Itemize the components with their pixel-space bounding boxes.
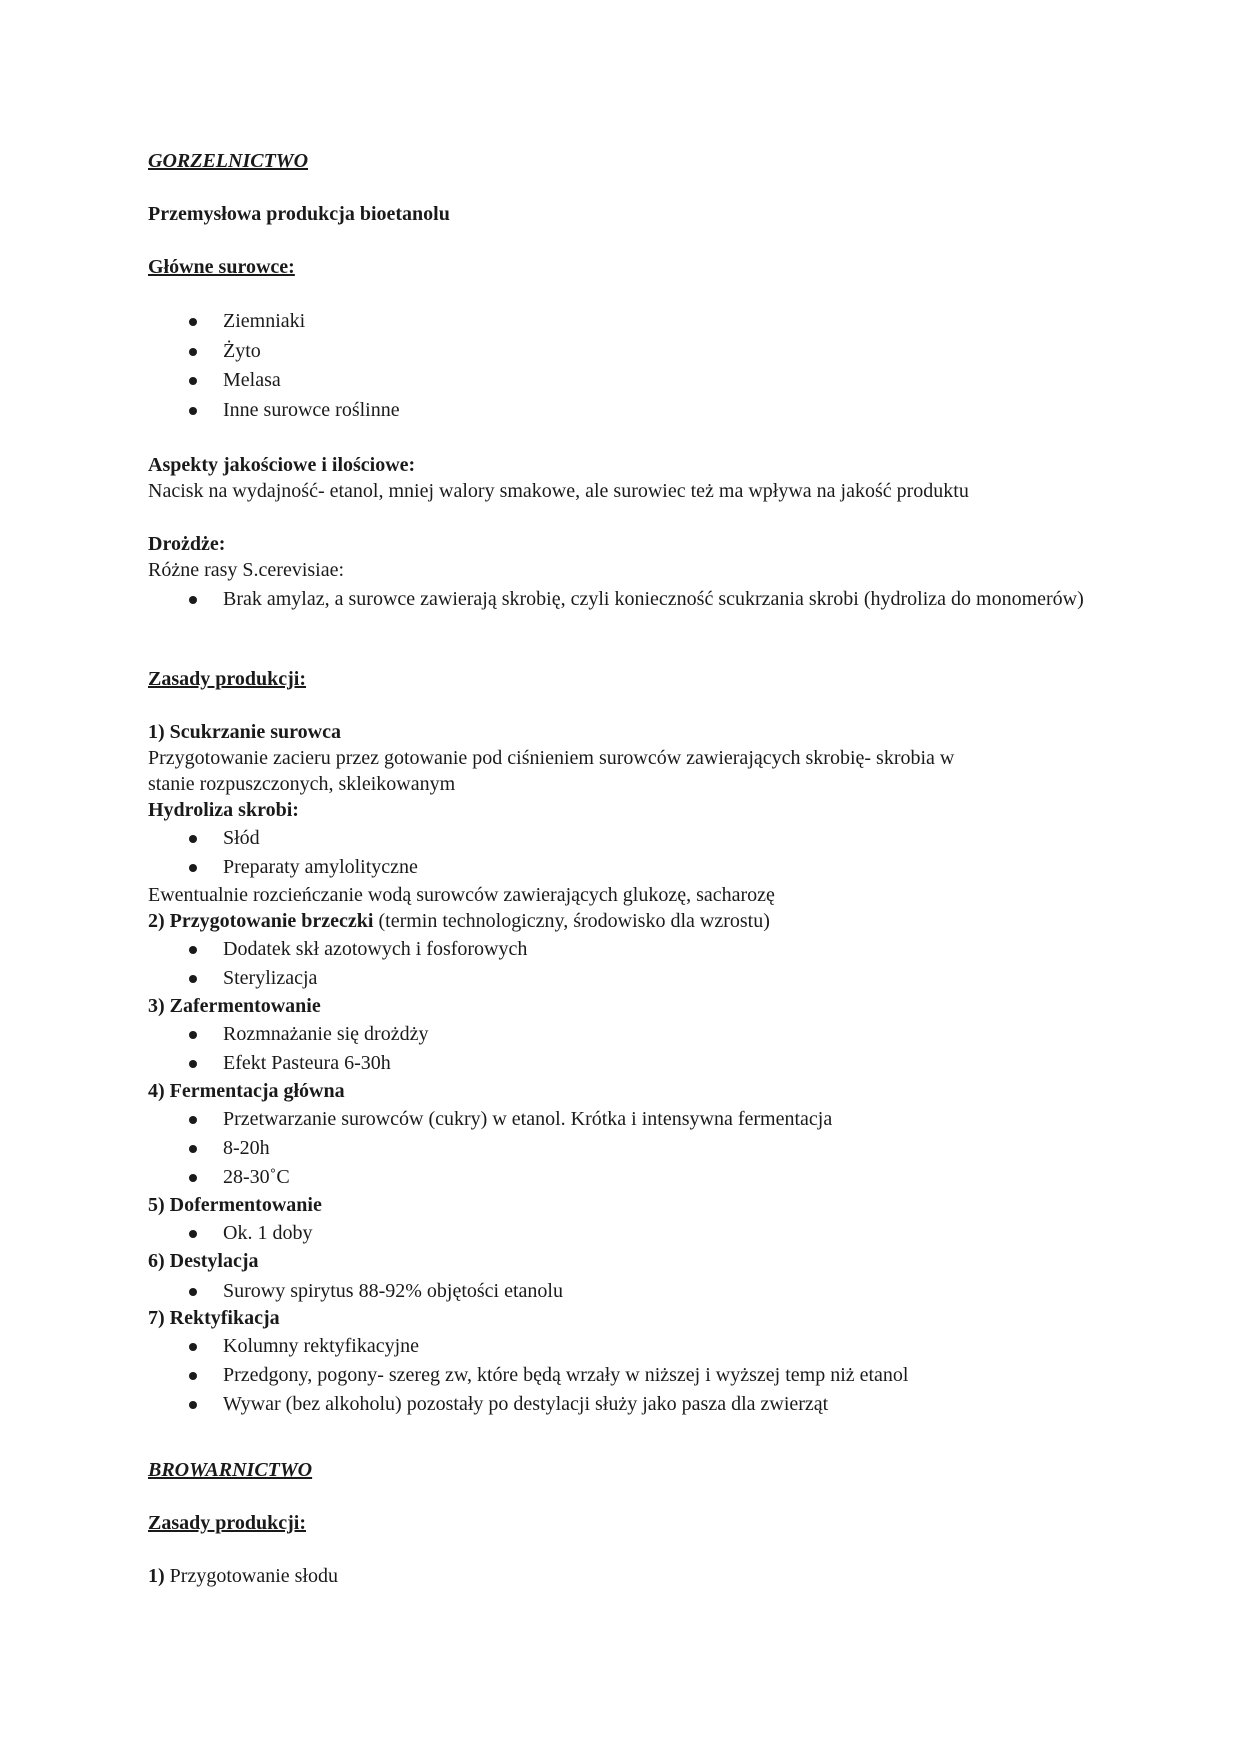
step-3-title: 3) Zafermentowanie bbox=[148, 995, 321, 1017]
subtitle: Przemysłowa produkcja bioetanolu bbox=[148, 203, 450, 225]
bullet-icon bbox=[189, 864, 197, 872]
bullet-icon bbox=[189, 975, 197, 983]
step-2-note: (termin technologiczny, środowisko dla wzrostu) bbox=[373, 910, 770, 932]
paragraph-rozcienczanie: Ewentualnie rozcieńczanie wodą surowców zawierających glukozę, sacharozę bbox=[148, 884, 775, 906]
heading-drozdze: Drożdże: bbox=[148, 533, 226, 555]
paragraph-drozdze: Różne rasy S.cerevisiae: bbox=[148, 559, 345, 581]
step-2-title: 2) Przygotowanie brzeczki bbox=[148, 910, 374, 932]
step-5-title: 5) Dofermentowanie bbox=[148, 1194, 322, 1216]
paragraph-aspekty: Nacisk na wydajność- etanol, mniej walory smakowe, ale surowiec też ma wpływa na jakość produktu bbox=[148, 480, 969, 502]
step-1-text: stanie rozpuszczonych, skleikowanym bbox=[148, 773, 456, 795]
bullet-icon bbox=[189, 1372, 197, 1380]
bullet-icon bbox=[189, 407, 197, 415]
heading-zasady-browarnictwo: Zasady produkcji: bbox=[148, 1512, 307, 1534]
heading-hydroliza: Hydroliza skrobi: bbox=[148, 799, 299, 821]
heading-zasady: Zasady produkcji: bbox=[148, 668, 307, 690]
bullet-icon bbox=[189, 1230, 197, 1238]
step-number: 1) bbox=[148, 1565, 165, 1587]
bullet-icon bbox=[189, 1145, 197, 1153]
bullet-icon bbox=[189, 1060, 197, 1068]
bullet-icon bbox=[189, 1288, 197, 1296]
bullet-icon bbox=[189, 1174, 197, 1182]
heading-surowce: Główne surowce: bbox=[148, 256, 295, 278]
bullet-icon bbox=[189, 377, 197, 385]
step-1-text: Przygotowanie zacieru przez gotowanie pod ciśnieniem surowców zawierających skrobię- skrobia w bbox=[148, 747, 955, 769]
bullet-icon bbox=[189, 1031, 197, 1039]
browarnictwo-step-1 bbox=[148, 1563, 1108, 1590]
bullet-icon bbox=[189, 596, 197, 604]
bullet-icon bbox=[189, 1116, 197, 1124]
step-7-title: 7) Rektyfikacja bbox=[148, 1307, 280, 1329]
step-1-title: 1) Scukrzanie surowca bbox=[148, 721, 341, 743]
step-6-title: 6) Destylacja bbox=[148, 1250, 259, 1272]
bullet-icon bbox=[189, 348, 197, 356]
step-text: Przygotowanie słodu bbox=[164, 1565, 338, 1587]
section-title-gorzelnictwo: GORZELNICTWO bbox=[148, 150, 309, 172]
bullet-icon bbox=[189, 318, 197, 326]
bullet-icon bbox=[189, 1343, 197, 1351]
step-4-title: 4) Fermentacja główna bbox=[148, 1080, 345, 1102]
bullet-icon bbox=[189, 835, 197, 843]
bullet-icon bbox=[189, 1401, 197, 1409]
bullet-icon bbox=[189, 946, 197, 954]
step-2-line bbox=[148, 908, 1108, 935]
document-page: GORZELNICTWO Przemysłowa produkcja bioetanolu Główne surowce: Ziemniaki Żyto Melasa Inne surowce roślinne Aspekty jakościowe i ilościowe: Nacisk na wydajność- etanol, mniej walory smakowe, ale surowiec też ma wpływa na jakość produktu Drożdże: Różne rasy S.cerevisiae: Brak amylaz, a surowce zawierają skrobię, czyli konieczność scukrzania skrobi (hydroliza do monomerów) Zasady produkcji: 1) Scukrzanie surowca Przygotowanie zacieru przez gotowanie pod ciśnieniem surowców zawierających skrobię- skrobia w stanie rozpuszczonych, skleikowanym Hydroliza skrobi: Słód Preparaty amylolityczne Ewentualnie rozcieńczanie wodą surowców zawierających glukozę, sacharozę 2) Przygotowanie brzeczki (termin technologiczny, środowisko dla wzrostu) Dodatek skł azotowych i fosforowych Sterylizacja 3) Zafermentowanie Rozmnażanie się drożdży Efekt Pasteura 6-30h 4) Fermentacja główna Przetwarzanie surowców (cukry) w etanol. Krótka i intensywna fermentacja 8-20h 28-30˚C 5) Dofermentowanie Ok. 1 doby 6) Destylacja Surowy spirytus 88-92% objętości etanolu 7) Rektyfikacja Kolumny rektyfikacyjne Przedgony, pogony- szereg zw, które będą wrzały w niższej i wyższej temp niż etanol Wywar (bez alkoholu) pozostały po destylacji służy jako pasza dla zwierząt BROWARNICTWO Zasady produkcji: 1) Przygotowanie słodu bbox=[0, 0, 1240, 1754]
section-title-browarnictwo: BROWARNICTWO bbox=[148, 1459, 313, 1481]
heading-aspekty: Aspekty jakościowe i ilościowe: bbox=[148, 454, 416, 476]
